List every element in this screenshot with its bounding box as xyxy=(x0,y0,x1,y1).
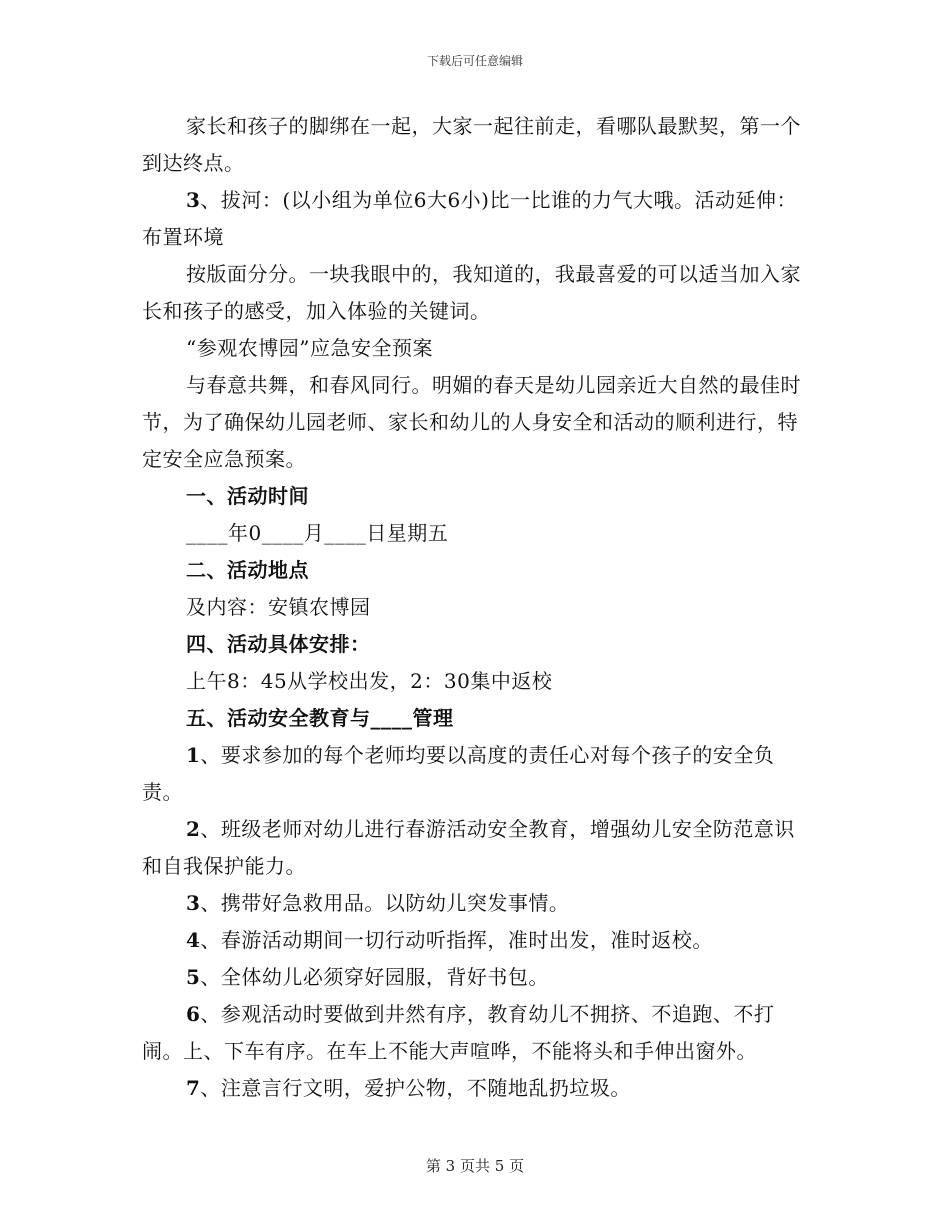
list-item xyxy=(142,737,812,811)
paragraph-text: 、拔河：(以小组为单位6大6小)比一比谁的力气大哦。活动延伸：布置环境 xyxy=(142,188,797,249)
document-body xyxy=(142,108,812,1107)
item-text: 、全体幼儿必须穿好园服，背好书包。 xyxy=(200,965,549,989)
item-number: 3 xyxy=(186,188,201,212)
item-text: 、春游活动期间一切行动听指挥，准时出发，准时返校。 xyxy=(200,928,713,952)
item-number: 6 xyxy=(186,1002,201,1026)
heading-activity-time: 一、活动时间 xyxy=(186,484,309,508)
list-item xyxy=(142,959,812,996)
heading-schedule: 四、活动具体安排： xyxy=(186,632,371,656)
item-text: 、班级老师对幼儿进行春游活动安全教育，增强幼儿安全防范意识和自我保护能力。 xyxy=(142,817,795,878)
item-number: 4 xyxy=(186,928,201,952)
paragraph-location: 及内容：安镇农博园 xyxy=(186,595,371,619)
list-item xyxy=(142,885,812,922)
item-number: 5 xyxy=(186,965,201,989)
item-number: 2 xyxy=(186,817,201,841)
heading-safety: 五、活动安全教育与____管理 xyxy=(186,706,454,730)
paragraph-tug-of-war xyxy=(142,182,812,256)
page-footer: 第 3 页共 5 页 xyxy=(425,1157,525,1175)
item-text: 、要求参加的每个老师均要以高度的责任心对每个孩子的安全负责。 xyxy=(142,743,775,804)
item-text: 、注意言行文明，爱护公物，不随地乱扔垃圾。 xyxy=(200,1076,631,1100)
list-item xyxy=(142,1070,812,1107)
item-text: 、参观活动时要做到井然有序，教育幼儿不拥挤、不追跑、不打闹。上、下车有序。在车上不能大声喧哗，不能将头和手伸出窗外。 xyxy=(142,1002,775,1063)
item-number: 1 xyxy=(186,743,201,767)
paragraph-schedule: 上午8：45从学校出发，2：30集中返校 xyxy=(186,669,553,693)
paragraph-date: ____年0____月____日星期五 xyxy=(186,521,449,545)
paragraph: 按版面分分。一块我眼中的，我知道的，我最喜爱的可以适当加入家长和孩子的感受，加入体验的关键词。 xyxy=(142,262,801,323)
paragraph: 与春意共舞，和春风同行。明媚的春天是幼儿园亲近大自然的最佳时节，为了确保幼儿园老师、家长和幼儿的人身安全和活动的顺利进行，特定安全应急预案。 xyxy=(142,373,801,471)
item-text: 、携带好急救用品。以防幼儿突发事情。 xyxy=(200,891,570,915)
list-item xyxy=(142,996,812,1070)
paragraph: 家长和孩子的脚绑在一起，大家一起往前走，看哪队最默契，第一个到达终点。 xyxy=(142,114,801,175)
item-number: 7 xyxy=(186,1076,201,1100)
heading-activity-location: 二、活动地点 xyxy=(186,558,309,582)
list-item xyxy=(142,922,812,959)
item-number: 3 xyxy=(186,891,201,915)
list-item xyxy=(142,811,812,885)
section-title: “参观农博园”应急安全预案 xyxy=(186,336,433,360)
page-header: 下载后可任意编辑 xyxy=(426,54,523,68)
